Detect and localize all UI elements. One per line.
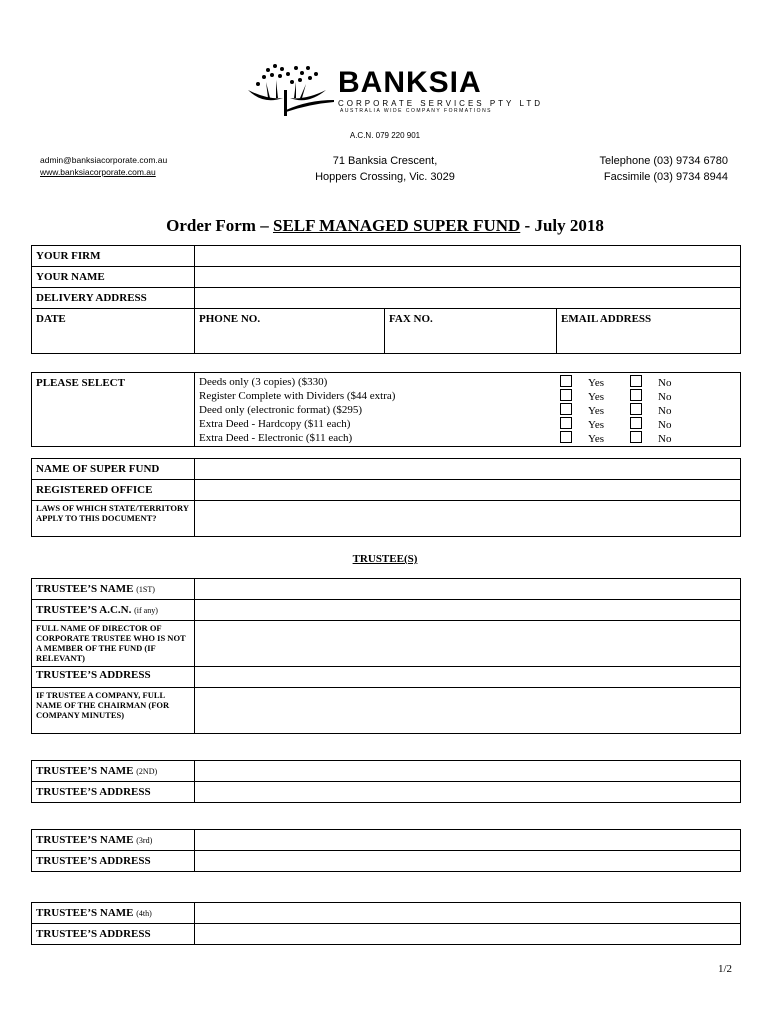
title-prefix: Order Form – [166, 216, 273, 235]
trustee-acn-note: (if any) [134, 606, 158, 615]
trustee-4-name-field[interactable] [195, 903, 741, 924]
trustee-3-table [31, 829, 741, 872]
email-link[interactable]: admin@banksiacorporate.com.au [40, 155, 168, 165]
delivery-address-label: DELIVERY ADDRESS [32, 288, 195, 309]
yn-row-5 [560, 431, 671, 445]
trustee-3-address-field[interactable] [195, 851, 741, 872]
trustee-1-address-field[interactable] [195, 667, 741, 688]
yes-checkbox-4[interactable] [560, 417, 572, 429]
no-label: No [658, 433, 672, 445]
trustee-order-note: (3rd) [136, 836, 153, 845]
delivery-address-field[interactable] [195, 288, 741, 309]
title-underlined: SELF MANAGED SUPER FUND [272, 216, 521, 235]
yes-checkbox-1[interactable] [560, 375, 572, 387]
form-title [0, 216, 770, 236]
no-label: No [658, 391, 672, 403]
yn-row-1 [560, 375, 671, 389]
option-deed-electronic: Deed only (electronic format) ($295) [199, 404, 363, 416]
option-register-complete: Register Complete with Dividers ($44 extra) [199, 390, 396, 402]
option-extra-deed-electronic: Extra Deed - Electronic ($11 each) [199, 432, 353, 444]
telephone: Telephone (03) 9734 6780 [599, 155, 728, 167]
email-label: EMAIL ADDRESS [561, 313, 652, 325]
yes-no-column [560, 375, 671, 445]
trustee-order-note: (4th) [136, 909, 152, 918]
yes-label: Yes [588, 405, 605, 417]
yes-checkbox-5[interactable] [560, 431, 572, 443]
trustees-heading: TRUSTEE(S) [352, 553, 418, 565]
trustee-3-name-field[interactable] [195, 830, 741, 851]
trustee-4-name-label [32, 903, 195, 924]
trustee-name-text: TRUSTEE’S NAME [36, 765, 134, 777]
trustee-4-address-field[interactable] [195, 924, 741, 945]
no-checkbox-4[interactable] [630, 417, 642, 429]
yes-checkbox-3[interactable] [560, 403, 572, 415]
trustee-order-note: (1ST) [136, 585, 155, 594]
trustee-1-address-label: TRUSTEE’S ADDRESS [32, 667, 195, 688]
no-checkbox-1[interactable] [630, 375, 642, 387]
yn-row-2 [560, 389, 671, 403]
email-field[interactable] [557, 309, 741, 354]
no-checkbox-3[interactable] [630, 403, 642, 415]
trustee-name-text: TRUSTEE’S NAME [36, 907, 134, 919]
options-cell [195, 373, 741, 447]
yn-row-3 [560, 403, 671, 417]
trustee-acn-text: TRUSTEE’S A.C.N. [36, 604, 132, 616]
option-extra-deed-hardcopy: Extra Deed - Hardcopy ($11 each) [199, 418, 351, 430]
your-firm-field[interactable] [195, 246, 741, 267]
trustee-4-address-label: TRUSTEE’S ADDRESS [32, 924, 195, 945]
yes-checkbox-2[interactable] [560, 389, 572, 401]
facsimile: Facsimile (03) 9734 8944 [603, 171, 728, 183]
trustee-1-chairman-label: IF TRUSTEE A COMPANY, FULL NAME OF THE CHAIRMAN (FOR COMPANY MINUTES) [32, 688, 195, 734]
firm-details-table [31, 245, 741, 354]
yes-label: Yes [588, 391, 605, 403]
no-checkbox-2[interactable] [630, 389, 642, 401]
trustee-2-name-field[interactable] [195, 761, 741, 782]
trustee-2-address-field[interactable] [195, 782, 741, 803]
trustee-2-address-label: TRUSTEE’S ADDRESS [32, 782, 195, 803]
yes-label: Yes [588, 419, 605, 431]
laws-label: LAWS OF WHICH STATE/TERRITORY APPLY TO THIS DOCUMENT? [32, 501, 195, 537]
trustee-1-director-label: FULL NAME OF DIRECTOR OF CORPORATE TRUSTEE WHO IS NOT A MEMBER OF THE FUND (IF RELEVANT) [32, 621, 195, 667]
super-fund-name-field[interactable] [195, 459, 741, 480]
fax-field[interactable] [385, 309, 557, 354]
registered-office-field[interactable] [195, 480, 741, 501]
trustee-3-address-label: TRUSTEE’S ADDRESS [32, 851, 195, 872]
address-line-1: 71 Banksia Crescent, [332, 155, 438, 167]
laws-field[interactable] [195, 501, 741, 537]
no-label: No [658, 377, 672, 389]
no-label: No [658, 405, 672, 417]
trustee-1-acn-label [32, 600, 195, 621]
trustee-1-acn-field[interactable] [195, 600, 741, 621]
trustee-name-text: TRUSTEE’S NAME [36, 583, 134, 595]
your-name-field[interactable] [195, 267, 741, 288]
options-table [31, 372, 741, 447]
yes-label: Yes [588, 377, 605, 389]
trustee-2-name-label [32, 761, 195, 782]
company-acn: A.C.N. 079 220 901 [349, 131, 421, 140]
please-select-label: PLEASE SELECT [32, 373, 195, 447]
registered-office-label: REGISTERED OFFICE [32, 480, 195, 501]
page-number: 1/2 [717, 963, 732, 975]
date-label: DATE [36, 313, 66, 325]
phone-label: PHONE NO. [199, 313, 261, 325]
website-link[interactable]: www.banksiacorporate.com.au [40, 167, 156, 177]
trustee-2-table [31, 760, 741, 803]
fund-details-table [31, 458, 741, 537]
your-firm-label: YOUR FIRM [32, 246, 195, 267]
trustee-1-name-field[interactable] [195, 579, 741, 600]
trustee-1-chairman-field[interactable] [195, 688, 741, 734]
fax-label: FAX NO. [389, 313, 433, 325]
title-suffix: - July 2018 [520, 216, 604, 235]
address-line-2: Hoppers Crossing, Vic. 3029 [315, 171, 455, 183]
trustee-order-note: (2ND) [136, 767, 158, 776]
trustee-name-text: TRUSTEE’S NAME [36, 834, 134, 846]
yes-label: Yes [588, 433, 605, 445]
trustee-1-director-field[interactable] [195, 621, 741, 667]
super-fund-name-label: NAME OF SUPER FUND [32, 459, 195, 480]
phone-field[interactable] [195, 309, 385, 354]
yn-row-4 [560, 417, 671, 431]
trustee-4-table [31, 902, 741, 945]
brand-name: BANKSIA [338, 66, 482, 99]
date-field[interactable] [32, 309, 195, 354]
trustee-1-name-label [32, 579, 195, 600]
no-checkbox-5[interactable] [630, 431, 642, 443]
your-name-label: YOUR NAME [32, 267, 195, 288]
trustee-3-name-label [32, 830, 195, 851]
brand-tagline: AUSTRALIA WIDE COMPANY FORMATIONS [340, 108, 493, 114]
no-label: No [658, 419, 672, 431]
brand-subtitle: CORPORATE SERVICES PTY LTD [338, 99, 543, 108]
trustee-1-table [31, 578, 741, 734]
option-deeds-3-copies: Deeds only (3 copies) ($330) [199, 376, 328, 388]
